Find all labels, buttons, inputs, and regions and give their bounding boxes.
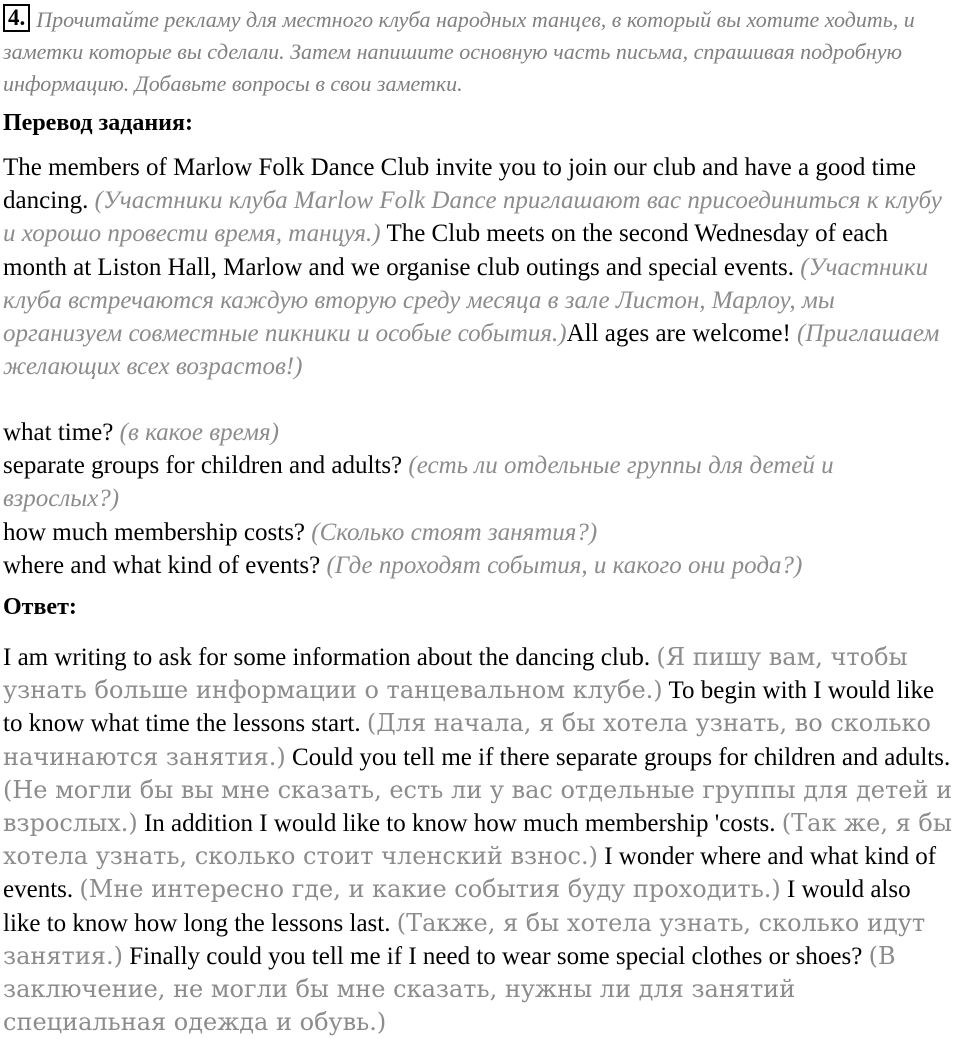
task-instruction <box>3 4 953 100</box>
answer-en: To begin with I would like to know what time the lessons start. <box>3 677 935 738</box>
translation-ru: (Участники клуба встречаются каждую вторую среду месяца в зале Листон, Марлоу, мы организуем совместные пикники и особые события.) <box>3 253 929 348</box>
answer-en: Finally could you tell me if I need to wear some special clothes or shoes? <box>129 942 863 970</box>
note-question <box>3 449 953 515</box>
note-question-ru: (есть ли отдельные группы для детей и взрослых?) <box>3 452 834 513</box>
note-question-en: separate groups for children and adults? <box>3 452 403 480</box>
translation-en: The Club meets on the second Wednesday of each month at Liston Hall, Marlow and we organise club outings and special events. <box>3 220 888 281</box>
note-question <box>3 416 953 449</box>
task-number: 4. <box>3 4 30 32</box>
answer-ru: (Мне интересно где, и какие события буду проходить.) <box>79 875 781 904</box>
task-instruction-text: Прочитайте рекламу для местного клуба народных танцев, в который вы хотите ходить, и заметки которые вы сделали. Затем напишите основную часть письма, спрашивая подробную информацию. Добавьте вопросы в свои заметки. <box>3 7 915 96</box>
answer-en: Could you tell me if there separate groups for children and adults. <box>292 743 951 771</box>
translation-heading: Перевод задания: <box>3 110 193 136</box>
translation-ru: (Приглашаем желающих всех возрастов!) <box>3 320 940 381</box>
note-question-ru: (Сколько стоят занятия?) <box>311 518 598 546</box>
answer-en: I would also like to know how long the lessons last. <box>3 876 911 937</box>
answer-paragraph <box>3 641 953 1039</box>
answer-ru: (Не могли бы вы мне сказать, есть ли у вас отдельные группы для детей и взрослых.) <box>3 775 953 838</box>
translation-en: All ages are welcome! <box>566 320 791 348</box>
note-question-ru: (Где проходят события, и какого они рода?) <box>326 551 803 579</box>
translation-ru: (Участники клуба Marlow Folk Dance приглашают вас присоединиться к клубу и хорошо провести время, танцуя.) <box>3 187 942 248</box>
answer-en: I am writing to ask for some information about the dancing club. <box>3 644 651 671</box>
notes-questions-list <box>3 416 953 582</box>
answer-heading: Ответ: <box>3 594 77 620</box>
answer-ru: (Для начала, я бы хотела узнать, во сколько начинаются занятия.) <box>3 709 931 771</box>
note-question-ru: (в какое время) <box>119 419 279 446</box>
translation-paragraph <box>3 151 953 383</box>
translation-en: The members of Marlow Folk Dance Club invite you to join our club and have a good time dancing. <box>3 154 917 215</box>
note-question <box>3 549 953 582</box>
note-question-en: where and what kind of events? <box>3 551 321 579</box>
answer-ru: (Так же, я бы хотела узнать, сколько стоит членский взнос.) <box>3 809 952 871</box>
answer-ru: (Я пишу вам, чтобы узнать больше информации о танцевальном клубе.) <box>3 643 908 705</box>
note-question <box>3 516 953 549</box>
answer-en: In addition I would like to know how much membership 'costs. <box>143 810 776 838</box>
answer-ru: (Также, я бы хотела узнать, сколько идут занятия.) <box>3 908 926 970</box>
note-question-en: how much membership costs? <box>3 518 306 546</box>
note-question-en: what time? <box>3 419 114 446</box>
answer-ru: (В заключение, не могли бы мне сказать, нужны ли для занятий специальная одежда и обувь.) <box>3 941 896 1037</box>
answer-en: I wonder where and what kind of events. <box>3 843 937 904</box>
